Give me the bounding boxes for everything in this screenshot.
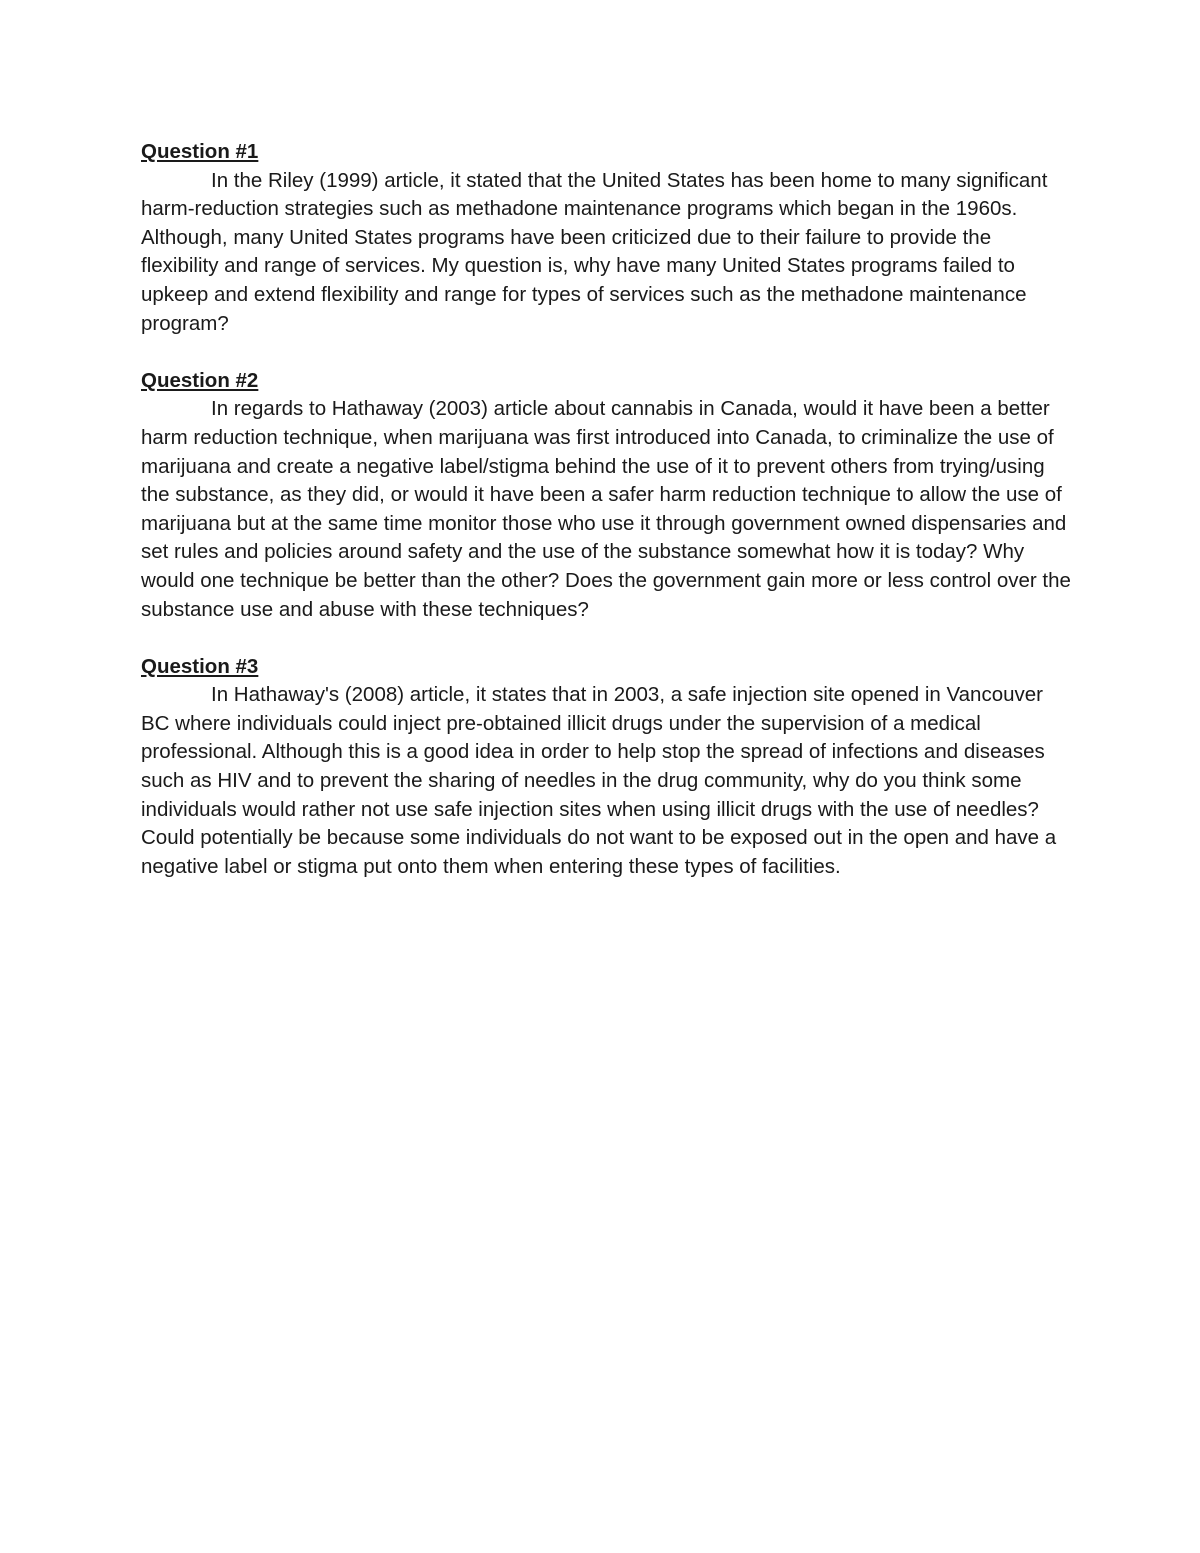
- question-2-section: [141, 367, 1071, 624]
- question-2-heading: Question #2: [141, 368, 259, 392]
- question-1-section: [141, 138, 1071, 338]
- question-1-body: In the Riley (1999) article, it stated that the United States has been home to many significant harm-reduction strategies such as methadone maintenance programs which began in the 1960s. Although, many United States programs have been criticized due to their failure to provide the flexibility and range of services. My question is, why have many United States programs failed to upkeep and extend flexibility and range for types of services such as the methadone maintenance program?: [141, 168, 1048, 335]
- question-3-body: In Hathaway's (2008) article, it states that in 2003, a safe injection site opened in Vancouver BC where individuals could inject pre-obtained illicit drugs under the supervision of a medical professional. Although this is a good idea in order to help stop the spread of infections and diseases such as HIV and to prevent the sharing of needles in the drug community, why do you think some individuals would rather not use safe injection sites when using illicit drugs with the use of needles? Could potentially be because some individuals do not want to be exposed out in the open and have a negative label or stigma put onto them when entering these types of facilities.: [141, 683, 1057, 878]
- question-1-heading: Question #1: [141, 140, 259, 163]
- document-page: [141, 138, 1071, 881]
- question-3-heading: Question #3: [141, 654, 259, 678]
- question-3-section: [141, 653, 1071, 882]
- question-2-body: In regards to Hathaway (2003) article about cannabis in Canada, would it have been a better harm reduction technique, when marijuana was first introduced into Canada, to criminalize the use of marijuana and create a negative label/stigma behind the use of it to prevent others from trying/using the substance, as they did, or would it have been a safer harm reduction technique to allow the use of marijuana but at the same time monitor those who use it through government owned dispensaries and set rules and policies around safety and the use of the substance somewhat how it is today? Why would one technique be better than the other? Does the government gain more or less control over the substance use and abuse with these techniques?: [141, 397, 1071, 621]
